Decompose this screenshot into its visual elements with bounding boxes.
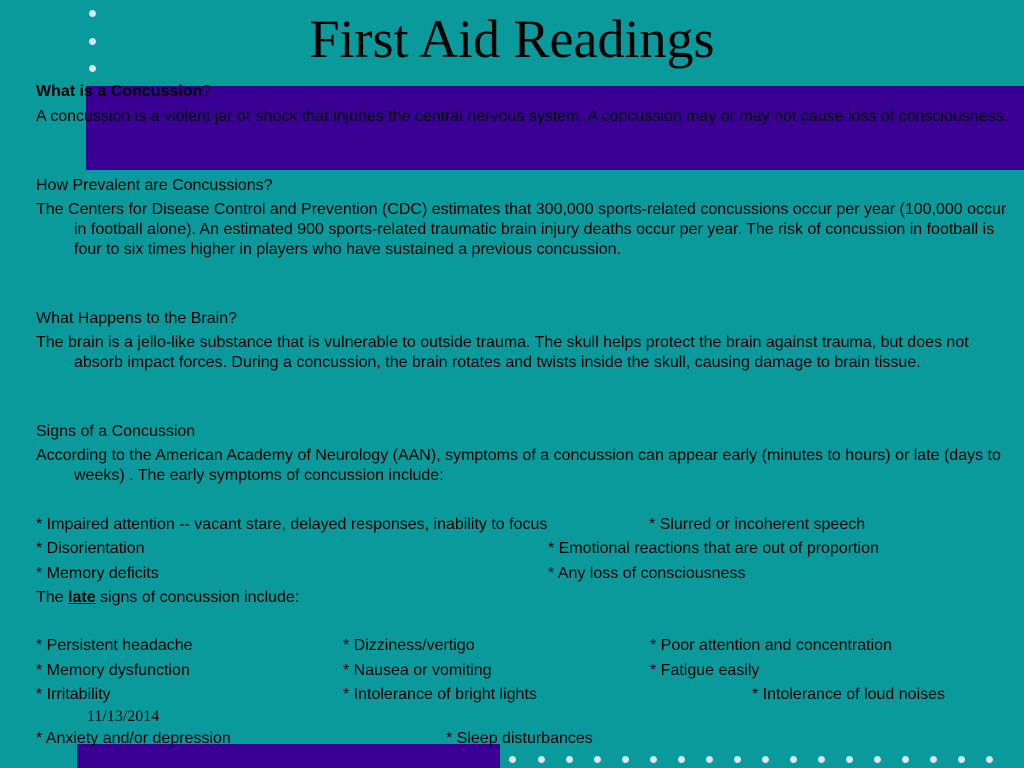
prevalence-question: How Prevalent are Concussions? (36, 177, 273, 194)
list-item: * Emotional reactions that are out of proportion (548, 540, 879, 557)
signs-question: Signs of a Concussion (36, 423, 196, 440)
list-item: * Impaired attention -- vacant stare, delayed responses, inability to focus (36, 516, 548, 533)
concussion-question (36, 82, 1011, 102)
concussion-answer: A concussion is a violent jar or shock that injuries the central nervous system. A concussion may or may not cause loss of consciousness. (36, 108, 1009, 125)
slide-title: First Aid Readings (309, 9, 715, 69)
list-item: * Sleep disturbances (446, 730, 593, 747)
list-item: * Memory deficits (36, 565, 159, 582)
list-item: * Slurred or incoherent speech (649, 516, 866, 533)
late-word: late (68, 589, 96, 606)
list-item: * Any loss of consciousness (548, 565, 746, 582)
list-item: * Nausea or vomiting (343, 662, 492, 679)
brain-question: What Happens to the Brain? (36, 310, 238, 327)
list-item: * Anxiety and/or depression (36, 730, 231, 747)
list-item: * Persistent headache (36, 637, 193, 654)
prevalence-answer: The Centers for Disease Control and Prevention (CDC) estimates that 300,000 sports-related concussions occur per year (100,000 occur in football alone). An estimated 900 sports-related traumatic brain injury deaths occur per year. The risk of concussion in football is four to six times higher in players who have sustained a previous concussion. (36, 201, 1007, 258)
list-item: * Intolerance of loud noises (752, 686, 946, 703)
list-item: * Dizziness/vertigo (343, 637, 475, 654)
slide-date: 11/13/2014 (87, 708, 160, 725)
late-intro-before: The (36, 589, 69, 606)
list-item: * Memory dysfunction (36, 662, 190, 679)
signs-answer: According to the American Academy of Neurology (AAN), symptoms of a concussion can appear early (minutes to hours) or late (days to weeks) . The early symptoms of concussion include: (36, 447, 1001, 484)
question-mark: ? (202, 83, 212, 100)
list-item: * Fatigue easily (650, 662, 760, 679)
list-item: * Disorientation (36, 540, 145, 557)
concussion-question-bold: What is a Concussion (36, 83, 203, 100)
brain-answer: The brain is a jello-like substance that is vulnerable to outside trauma. The skull helps protect the brain against trauma, but does not absorb impact forces. During a concussion, the brain rotates and twists inside the skull, causing damage to brain tissue. (36, 334, 969, 371)
late-intro (36, 588, 1014, 608)
list-item: * Irritability (36, 686, 111, 703)
late-intro-after: signs of concussion include: (95, 589, 300, 606)
list-item: * Poor attention and concentration (650, 637, 892, 654)
list-item: * Intolerance of bright lights (343, 686, 537, 703)
